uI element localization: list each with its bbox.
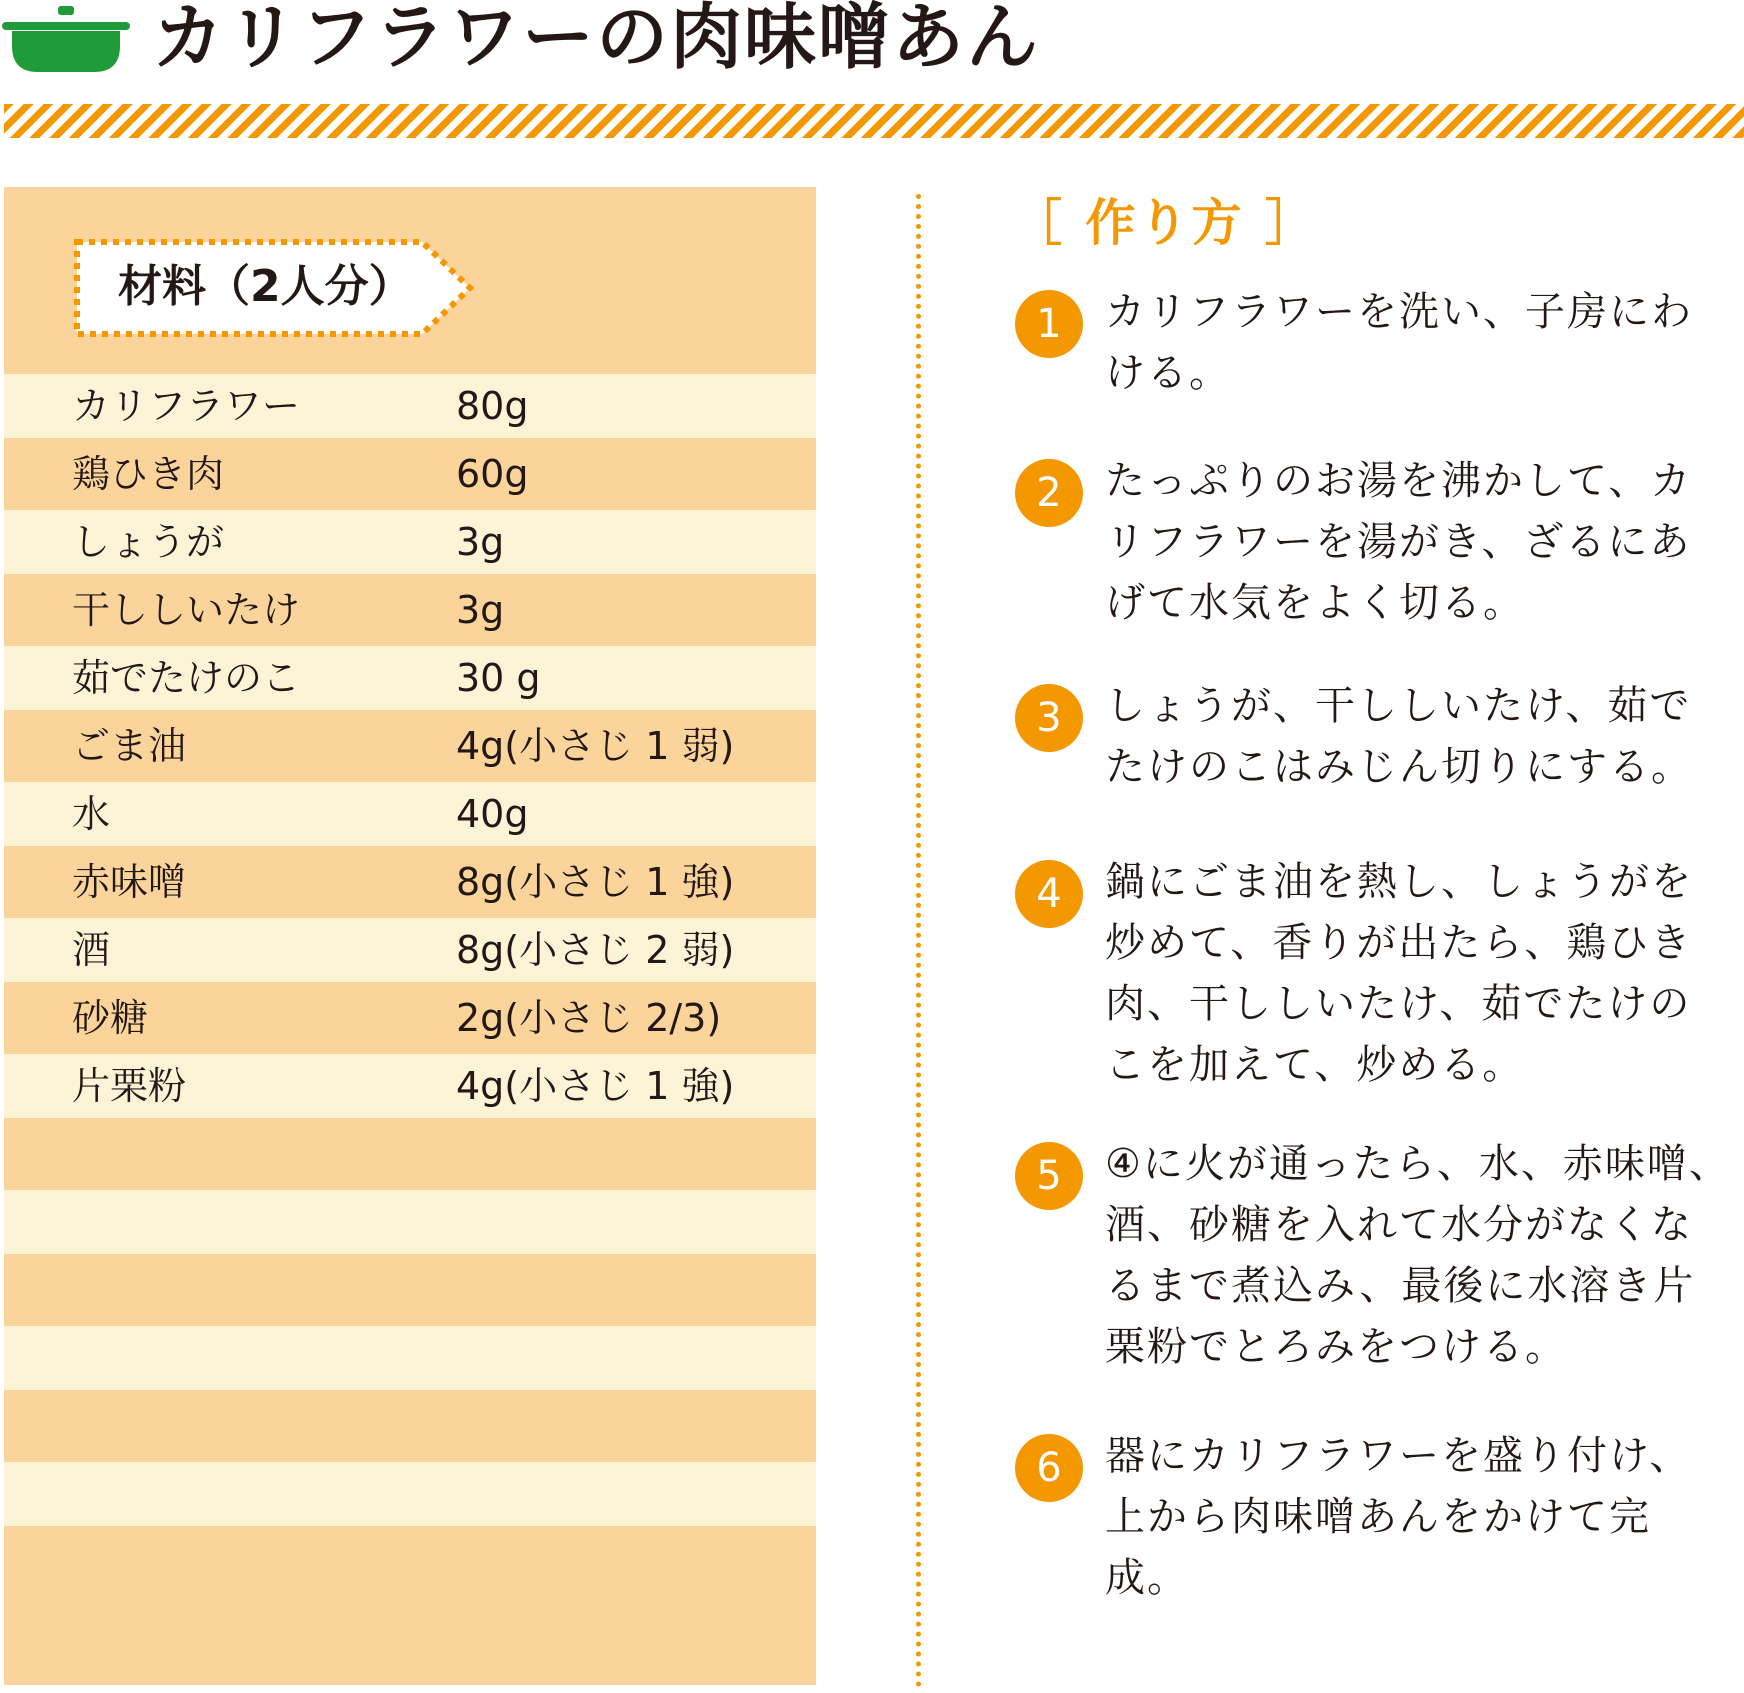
ingredient-row <box>4 646 816 710</box>
step-text: カリフラワーを洗い、子房にわける。 <box>1105 289 1693 396</box>
ingredient-row <box>4 1326 816 1390</box>
ingredient-amount: 2g(小さじ 2/3) <box>456 996 722 1040</box>
ingredient-amount: 4g(小さじ 1 強) <box>456 1064 735 1108</box>
ingredient-row <box>4 1462 816 1526</box>
ingredient-name: しょうが <box>72 520 225 564</box>
ingredient-amount: 8g(小さじ 2 弱) <box>456 928 735 972</box>
ingredient-row <box>4 1390 816 1462</box>
ingredient-amount: 80g <box>456 384 529 428</box>
ingredient-amount: 30 g <box>456 656 541 700</box>
page-title: カリフラワーの肉味噌あん <box>152 0 1041 79</box>
step-number-badge: 5 <box>1015 1142 1083 1210</box>
ingredients-list <box>4 374 816 1598</box>
step-text: しょうが、干ししいたけ、茹でたけのこはみじん切りにする。 <box>1105 683 1693 790</box>
step-text: 鍋にごま油を熱し、しょうがを炒めて、香りが出たら、鶏ひき肉、干ししいたけ、茹でたけのこを加えて、炒める。 <box>1105 859 1693 1088</box>
ingredient-name: 鶏ひき肉 <box>72 452 225 496</box>
ingredient-row <box>4 982 816 1054</box>
ingredient-amount: 40g <box>456 792 529 836</box>
step-text: ④に火が通ったら、水、赤味噌、酒、砂糖を入れて水分がなくなるまで煮込み、最後に水溶き片栗粉でとろみをつける。 <box>1105 1141 1731 1370</box>
step-number-badge: 3 <box>1015 684 1083 752</box>
ingredient-row <box>4 438 816 510</box>
step-number-badge: 6 <box>1015 1434 1083 1502</box>
step-number-badge: 2 <box>1015 459 1083 527</box>
ingredient-amount: 4g(小さじ 1 弱) <box>456 724 735 768</box>
ingredient-amount: 8g(小さじ 1 強) <box>456 860 735 904</box>
ingredient-row <box>4 1254 816 1326</box>
step-text: 器にカリフラワーを盛り付け、上から肉味噌あんをかけて完成。 <box>1105 1433 1692 1601</box>
ingredient-row <box>4 574 816 646</box>
column-divider <box>916 194 921 1688</box>
ingredients-heading: 材料（2人分） <box>118 261 413 312</box>
ingredient-row <box>4 710 816 782</box>
pot-icon <box>0 2 132 74</box>
ingredient-name: 砂糖 <box>72 996 149 1040</box>
ingredients-panel <box>4 187 816 1685</box>
ingredient-name: 水 <box>72 792 111 836</box>
ingredient-row <box>4 846 816 918</box>
method-heading: ［ 作り方 ］ <box>1012 194 1318 252</box>
ingredient-row <box>4 510 816 574</box>
ingredients-heading-tag <box>74 239 474 337</box>
ingredient-amount: 3g <box>456 588 505 632</box>
step-text: たっぷりのお湯を沸かして、カリフラワーを湯がき、ざるにあげて水気をよく切る。 <box>1105 458 1693 626</box>
ingredient-row <box>4 1190 816 1254</box>
step-number-badge: 1 <box>1015 290 1083 358</box>
ingredient-amount: 3g <box>456 520 505 564</box>
ingredient-name: 干ししいたけ <box>72 588 301 632</box>
ingredient-row <box>4 1054 816 1118</box>
ingredient-name: 赤味噌 <box>72 860 187 904</box>
ingredient-amount: 60g <box>456 452 529 496</box>
ingredient-name: ごま油 <box>72 724 187 768</box>
ingredient-name: 片栗粉 <box>72 1064 187 1108</box>
ingredient-row <box>4 918 816 982</box>
ingredient-name: 酒 <box>72 928 111 972</box>
ingredient-row <box>4 374 816 438</box>
ingredient-name: 茹でたけのこ <box>72 656 301 700</box>
ingredient-row <box>4 1118 816 1190</box>
ingredient-row <box>4 782 816 846</box>
step-number-badge: 4 <box>1015 860 1083 928</box>
ingredient-row <box>4 1526 816 1598</box>
header-stripe-divider <box>4 104 1744 138</box>
ingredient-name: カリフラワー <box>72 384 301 428</box>
